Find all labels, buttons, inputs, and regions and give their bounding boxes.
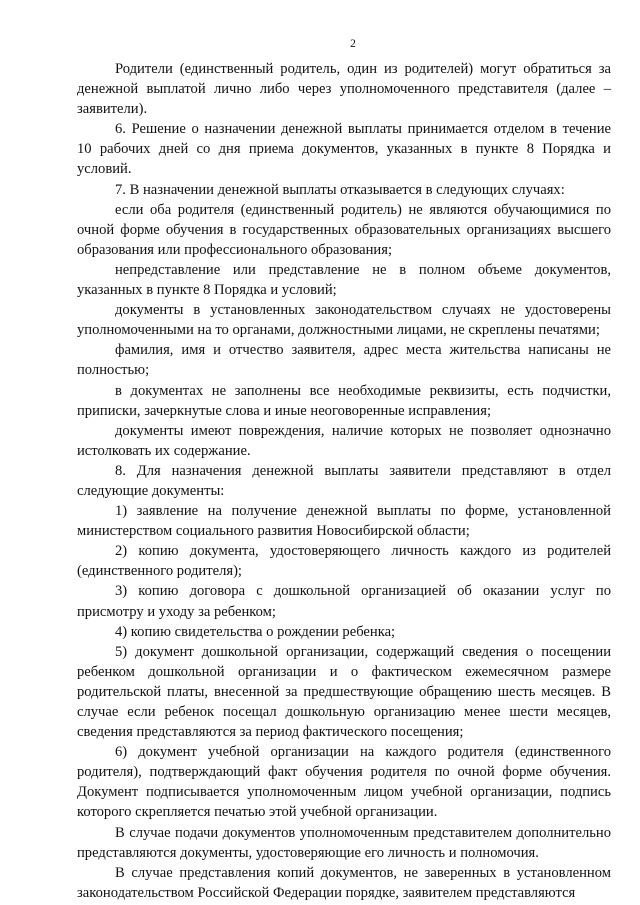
- paragraph-document-1: 1) заявление на получение денежной выплаты по форме, установленной министерством социального развития Новосибирской области;: [77, 503, 611, 540]
- paragraph-item-8: 8. Для назначения денежной выплаты заявители представляют в отдел следующие документы:: [77, 462, 611, 499]
- paragraph-document-3: 3) копию договора с дошкольной организацией об оказании услуг по присмотру и уходу за ребенком;: [77, 583, 611, 620]
- paragraph-item-7: 7. В назначении денежной выплаты отказывается в следующих случаях:: [115, 181, 565, 198]
- paragraph-refusal-reason-5: в документах не заполнены все необходимые реквизиты, есть подчистки, приписки, зачеркнутые слова и иные неоговоренные исправления;: [77, 382, 611, 419]
- paragraph-refusal-reason-4: фамилия, имя и отчество заявителя, адрес места жительства написаны не полностью;: [77, 342, 611, 379]
- paragraph-refusal-reason-3: документы в установленных законодательством случаях не удостоверены уполномоченными на то органами, должностными лицами, не скреплены печатями;: [77, 302, 611, 339]
- paragraph-applicants: Родители (единственный родитель, один из родителей) могут обратиться за денежной выплатой лично либо через уполномоченного представителя (далее – заявители).: [77, 61, 611, 118]
- paragraph-refusal-reason-1: если оба родителя (единственный родитель) не являются обучающимися по очной форме обучения в государственных образовательных организациях высшего образования или профессионального образования;: [77, 201, 611, 258]
- paragraph-document-2: 2) копию документа, удостоверяющего личность каждого из родителей (единственного родителя);: [77, 543, 611, 580]
- paragraph-refusal-reason-2: непредставление или представление не в полном объеме документов, указанных в пункте 8 Порядка и условий;: [77, 261, 611, 299]
- paragraph-refusal-reason-6: документы имеют повреждения, наличие которых не позволяет однозначно истолковать их содержание.: [77, 422, 611, 459]
- paragraph-document-4: 4) копию свидетельства о рождении ребенка;: [115, 623, 396, 640]
- paragraph-document-6: 6) документ учебной организации на каждого родителя (единственного родителя), подтверждающий факт обучения родителя по очной форме обучения. Документ подписывается уполномоченным лицом учебной организации, подпись которого скрепляется печатью этой учебной организации.: [77, 744, 611, 821]
- paragraph-document-5: 5) документ дошкольной организации, содержащий сведения о посещении ребенком дошкольной организации и о фактическом ежемесячном размере родительской платы, внесенной за предшествующие обращению шесть месяцев. В случае если ребенок посещал дошкольную организацию менее шести месяцев, сведения представляются за период фактического посещения;: [77, 643, 611, 741]
- paragraph-copies: В случае представления копий документов, не заверенных в установленном законодательством Российской Федерации порядке, заявителем представляются: [77, 864, 611, 901]
- page-number: 2: [350, 38, 356, 50]
- paragraph-representative: В случае подачи документов уполномоченным представителем дополнительно представляются документы, удостоверяющие его личность и полномочия.: [77, 824, 611, 861]
- paragraph-item-6: 6. Решение о назначении денежной выплаты принимается отделом в течение 10 рабочих дней со дня приема документов, указанных в пункте 8 Порядка и условий.: [77, 121, 611, 178]
